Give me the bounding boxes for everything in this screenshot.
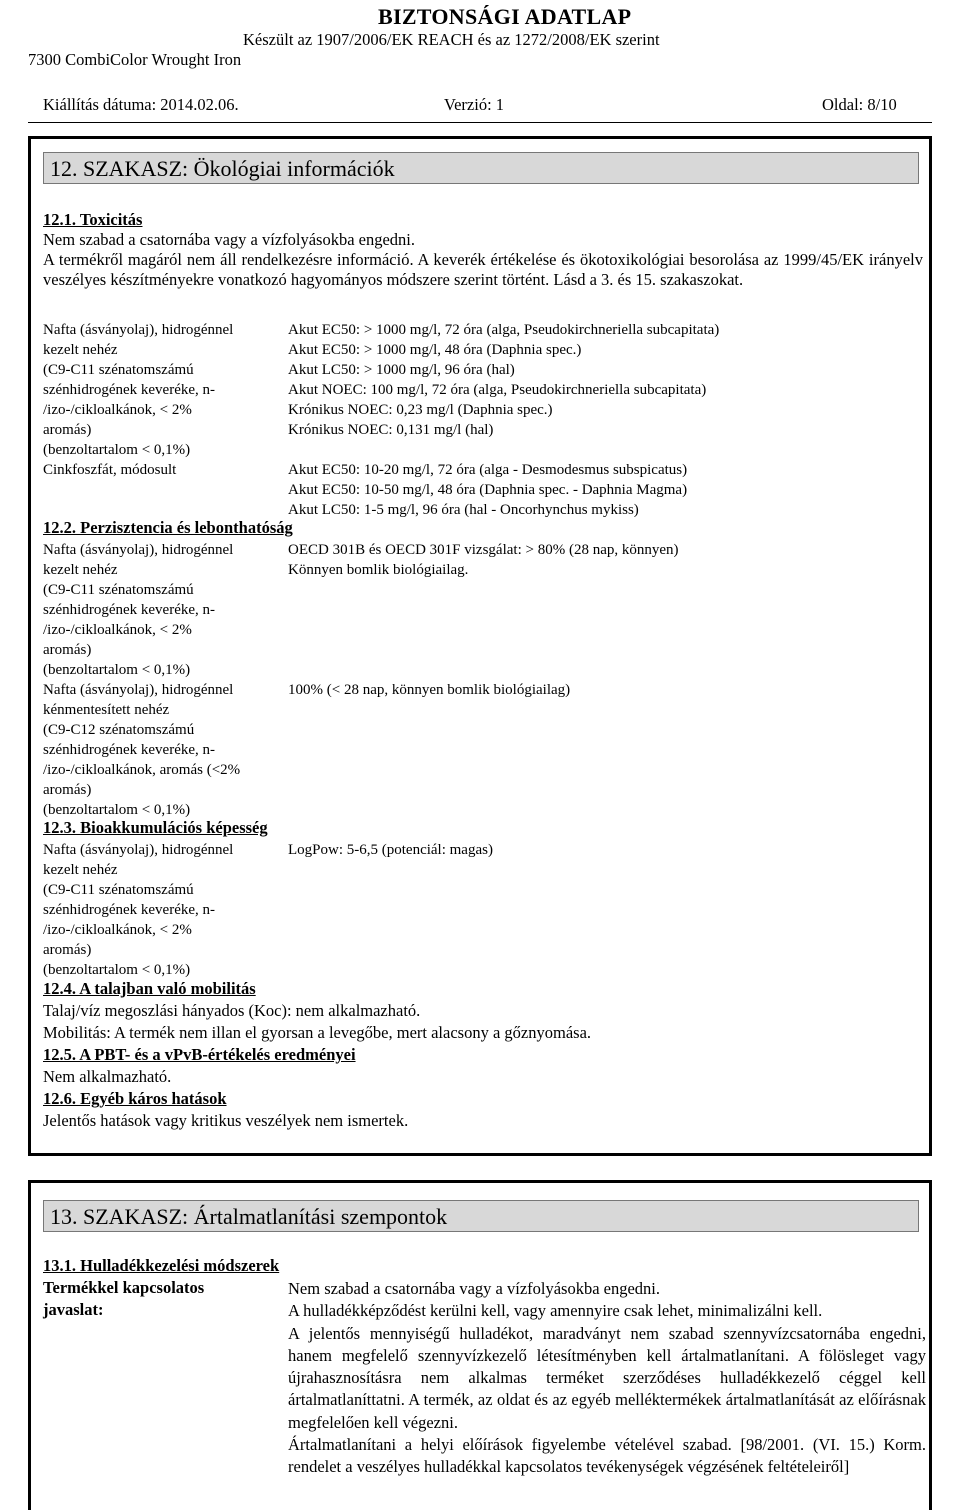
data-line: Akut EC50: > 1000 mg/l, 72 óra (alga, Pseudokirchneriella subcapitata)	[288, 322, 720, 338]
tox-data-2	[288, 460, 918, 520]
data-line: Akut NOEC: 100 mg/l, 72 óra (alga, Pseudokirchneriella subcapitata)	[288, 382, 707, 398]
substance-line: kezelt nehéz	[43, 862, 118, 878]
heading-12-4: 12.4. A talajban való mobilitás	[43, 979, 256, 998]
data-line: Krónikus NOEC: 0,131 mg/l (hal)	[288, 422, 494, 438]
substance-line: (benzoltartalom < 0,1%)	[43, 662, 191, 678]
substance-line: szénhidrogének keveréke, n-	[43, 602, 216, 618]
label-line: javaslat:	[43, 1300, 104, 1319]
section-12-title: 12. SZAKASZ: Ökológiai információk	[43, 152, 919, 184]
bio-substance-1	[43, 840, 279, 980]
data-line: Krónikus NOEC: 0,23 mg/l (Daphnia spec.)	[288, 402, 553, 418]
data-line: LogPow: 5-6,5 (potenciál: magas)	[288, 842, 493, 858]
pers-data-1	[288, 540, 918, 580]
recommendation-paragraph: A hulladékképződést kerülni kell, vagy amennyire csak lehet, minimalizálni kell.	[288, 1301, 823, 1321]
substance-line: /izo-/cikloalkánok, < 2%	[43, 622, 192, 638]
pers-data-2	[288, 680, 918, 700]
heading-12-5: 12.5. A PBT- és a vPvB-értékelés eredményei	[43, 1045, 356, 1064]
label-line: Termékkel kapcsolatos	[43, 1278, 205, 1297]
substance-line: (C9-C12 szénatomszámú	[43, 722, 195, 738]
data-line: Könnyen bomlik biológiailag.	[288, 562, 469, 578]
heading-12-1: 12.1. Toxicitás	[43, 210, 143, 229]
mobility-line: Mobilitás: A termék nem illan el gyorsan a levegőbe, mert alacsony a gőznyomása.	[43, 1023, 592, 1042]
section-13-title: 13. SZAKASZ: Ártalmatlanítási szempontok	[43, 1200, 919, 1232]
substance-line: szénhidrogének keveréke, n-	[43, 382, 216, 398]
recommendation-paragraph: Ártalmatlanítani a helyi előírások figyelembe vételével szabad. [98/2001. (VI. 15.) Korm. rendelet a veszélyes hulladékkal kapcsolatos tevékenységek végzésének feltételeiről]	[288, 1435, 926, 1477]
section-12	[28, 136, 932, 1156]
substance-line: aromás)	[43, 942, 92, 958]
version: Verzió: 1	[444, 95, 505, 114]
tox-substance-1	[43, 320, 279, 460]
pers-substance-2	[43, 680, 279, 820]
tox-data-1	[288, 320, 918, 440]
recommendation-paragraph: Nem szabad a csatornába vagy a vízfolyásokba engedni.	[288, 1279, 661, 1298]
substance-line: szénhidrogének keveréke, n-	[43, 902, 216, 918]
substance-line: Nafta (ásványolaj), hidrogénnel	[43, 842, 234, 858]
bio-data-1	[288, 840, 918, 860]
other-effects-line: Jelentős hatások vagy kritikus veszélyek nem ismertek.	[43, 1111, 409, 1130]
data-line: Akut EC50: 10-20 mg/l, 72 óra (alga - Desmodesmus subspicatus)	[288, 462, 688, 478]
recommendation-text	[288, 1278, 926, 1479]
pbt-line: Nem alkalmazható.	[43, 1067, 172, 1086]
substance-line: /izo-/cikloalkánok, aromás (<2%	[43, 762, 241, 778]
product-name: 7300 CombiColor Wrought Iron	[28, 50, 242, 69]
tox-substance-2	[43, 460, 279, 480]
substance-line: (benzoltartalom < 0,1%)	[43, 442, 191, 458]
toxicity-line: Nem szabad a csatornába vagy a vízfolyásokba engedni.	[43, 230, 416, 249]
header-divider	[28, 122, 932, 123]
heading-12-3: 12.3. Bioakkumulációs képesség	[43, 818, 268, 837]
substance-line: kezelt nehéz	[43, 562, 118, 578]
document-title: BIZTONSÁGI ADATLAP	[378, 4, 632, 29]
substance-line: Nafta (ásványolaj), hidrogénnel	[43, 542, 234, 558]
substance-line: /izo-/cikloalkánok, < 2%	[43, 402, 192, 418]
data-line: 100% (< 28 nap, könnyen bomlik biológiailag)	[288, 682, 571, 698]
substance-line: Cinkfoszfát, módosult	[43, 462, 177, 478]
issue-date: Kiállítás dátuma: 2014.02.06.	[43, 95, 239, 114]
koc-line: Talaj/víz megoszlási hányados (Koc): nem alkalmazható.	[43, 1001, 421, 1020]
substance-line: kénmentesített nehéz	[43, 702, 170, 718]
substance-line: szénhidrogének keveréke, n-	[43, 742, 216, 758]
substance-line: (benzoltartalom < 0,1%)	[43, 802, 191, 818]
substance-line: (C9-C11 szénatomszámú	[43, 882, 194, 898]
data-line: Akut LC50: 1-5 mg/l, 96 óra (hal - Oncorhynchus mykiss)	[288, 502, 639, 518]
substance-line: aromás)	[43, 422, 92, 438]
substance-line: (C9-C11 szénatomszámú	[43, 362, 194, 378]
data-line: Akut EC50: > 1000 mg/l, 48 óra (Daphnia spec.)	[288, 342, 582, 358]
substance-line: (benzoltartalom < 0,1%)	[43, 962, 191, 978]
page-number: Oldal: 8/10	[822, 95, 897, 114]
heading-13-1: 13.1. Hulladékkezelési módszerek	[43, 1256, 280, 1275]
substance-line: (C9-C11 szénatomszámú	[43, 582, 194, 598]
data-line: Akut EC50: 10-50 mg/l, 48 óra (Daphnia spec. - Daphnia Magma)	[288, 482, 688, 498]
regulation-subtitle: Készült az 1907/2006/EK REACH és az 1272/2008/EK szerint	[243, 30, 660, 49]
substance-line: kezelt nehéz	[43, 342, 118, 358]
recommendation-paragraph: A jelentős mennyiségű hulladékot, maradványt nem szabad szennyvízcsatornába engedni, hanem megfelelő szennyvízkezelő létesítményben kell ártalmatlanítani. A fölösleget vagy újrahasznosításra nem alkalmas terméket szerződéses hulladékkezelő céggel kell ártalmatlaníttatni. A termék, az oldat és az egyéb melléktermékek ártalmatlanítását az előírásnak megfelelően kell végezni.	[288, 1323, 926, 1432]
data-line: Akut LC50: > 1000 mg/l, 96 óra (hal)	[288, 362, 515, 378]
data-line: OECD 301B és OECD 301F vizsgálat: > 80% (28 nap, könnyen)	[288, 542, 679, 558]
substance-line: aromás)	[43, 642, 92, 658]
recommendation-label	[43, 1278, 283, 1320]
section-13	[28, 1180, 932, 1510]
toxicity-paragraph: A termékről magáról nem áll rendelkezésre információ. A keverék értékelése és ökotoxikológiai besorolása az 1999/45/EK irányelv veszélyes készítményekre vonatkozó hagyományos módszere szerint történt. Lásd a 3. és 15. szakaszokat.	[43, 250, 923, 289]
heading-12-6: 12.6. Egyéb káros hatások	[43, 1089, 227, 1108]
substance-line: Nafta (ásványolaj), hidrogénnel	[43, 322, 234, 338]
pers-substance-1	[43, 540, 279, 680]
substance-line: Nafta (ásványolaj), hidrogénnel	[43, 682, 234, 698]
heading-12-2: 12.2. Perzisztencia és lebonthatóság	[43, 518, 293, 537]
substance-line: /izo-/cikloalkánok, < 2%	[43, 922, 192, 938]
substance-line: aromás)	[43, 782, 92, 798]
